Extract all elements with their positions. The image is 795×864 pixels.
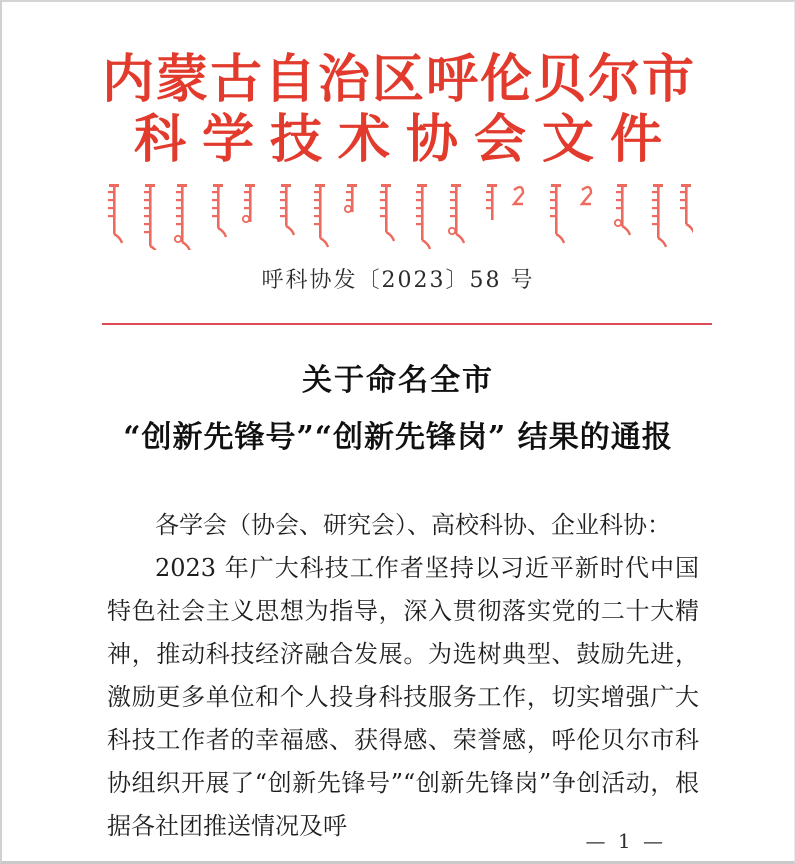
org-name-line-1 — [2, 50, 794, 110]
document-body — [107, 504, 699, 848]
org-name-line-2 — [2, 110, 794, 170]
document-title — [2, 361, 794, 458]
red-divider-line — [102, 323, 712, 325]
page-number: — 1 — — [585, 829, 666, 853]
org-name-line-1-text: 内蒙古自治区呼伦贝尔市 — [101, 49, 696, 110]
document-title-line-1: 关于命名全市 — [302, 363, 494, 398]
document-red-header — [2, 50, 794, 170]
mongolian-script-icon — [103, 182, 693, 250]
salutation-line: 各学会（协会、研究会）、高校科协、企业科协： — [155, 511, 671, 539]
document-number: 呼科协发〔2023〕58 号 — [261, 268, 535, 293]
org-name-line-2-text: 科学技术协会文件 — [133, 109, 678, 170]
body-paragraph: 2023 年广大科技工作者坚持以习近平新时代中国特色社会主义思想为指导，深入贯彻落实党的二十大精神，推动科技经济融合发展。为选树典型、鼓励先进，激励更多单位和个人投身科技服务工作，切实增强广大科技工作者的幸福感、获得感、荣誉感，呼伦贝尔市科协组织开展了“创新先锋号”“创新先锋岗”争创活动，根据各社团推送情况及呼 — [107, 554, 699, 840]
document-title-line-2: “创新先锋号”“创新先锋岗” 结果的通报 — [123, 420, 673, 455]
